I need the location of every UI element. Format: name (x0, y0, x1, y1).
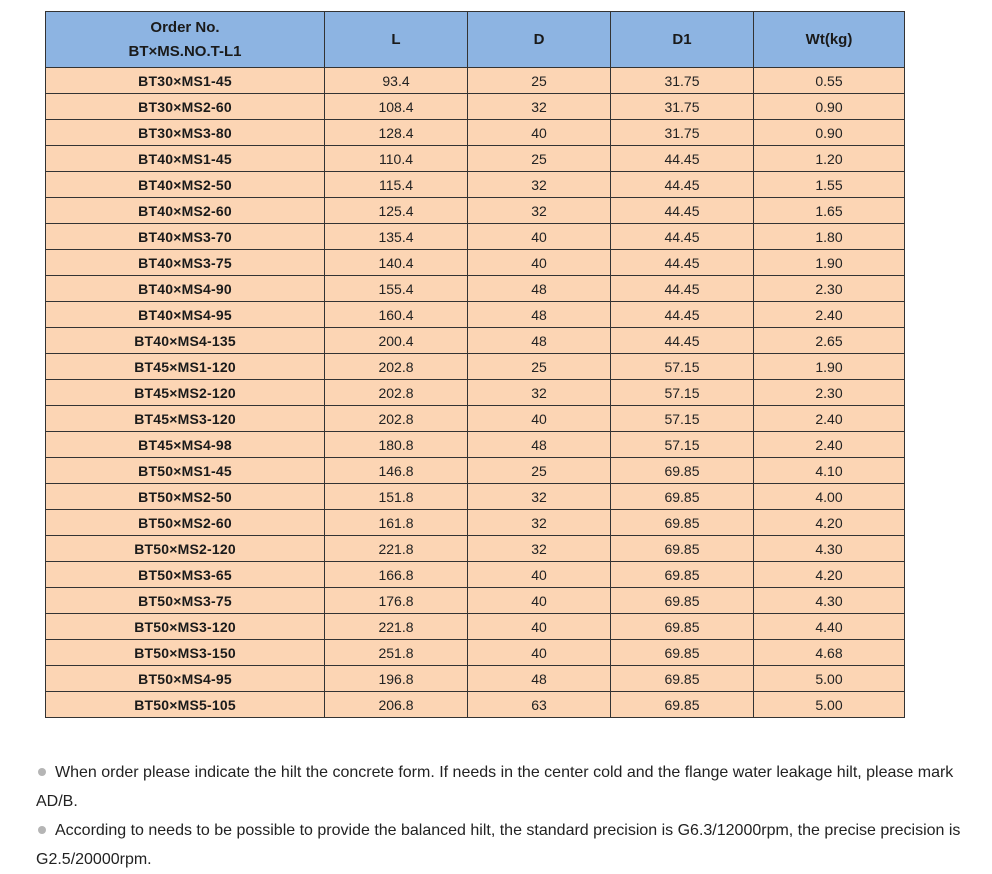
header-l: L (325, 12, 468, 68)
cell-d1: 69.85 (611, 562, 754, 588)
cell-l: 202.8 (325, 380, 468, 406)
cell-d: 48 (468, 328, 611, 354)
cell-d: 25 (468, 458, 611, 484)
cell-d1: 57.15 (611, 406, 754, 432)
table-row (46, 380, 905, 406)
note-item (36, 758, 966, 816)
cell-d: 40 (468, 640, 611, 666)
table-row (46, 640, 905, 666)
cell-order-no: BT45×MS1-120 (46, 354, 325, 380)
table-header (46, 12, 905, 68)
table-row (46, 562, 905, 588)
notes (36, 758, 966, 874)
table-row (46, 120, 905, 146)
cell-d: 25 (468, 354, 611, 380)
cell-order-no: BT40×MS4-135 (46, 328, 325, 354)
cell-d1: 69.85 (611, 458, 754, 484)
table-row (46, 146, 905, 172)
cell-wt: 4.30 (754, 536, 905, 562)
table-row (46, 458, 905, 484)
cell-d1: 69.85 (611, 614, 754, 640)
cell-order-no: BT50×MS2-50 (46, 484, 325, 510)
cell-wt: 1.65 (754, 198, 905, 224)
cell-l: 128.4 (325, 120, 468, 146)
cell-wt: 1.90 (754, 354, 905, 380)
cell-order-no: BT40×MS4-90 (46, 276, 325, 302)
cell-wt: 1.90 (754, 250, 905, 276)
cell-wt: 1.80 (754, 224, 905, 250)
cell-d1: 69.85 (611, 692, 754, 718)
table-row (46, 432, 905, 458)
cell-l: 110.4 (325, 146, 468, 172)
cell-d1: 69.85 (611, 640, 754, 666)
table-row (46, 68, 905, 94)
cell-wt: 2.65 (754, 328, 905, 354)
cell-d: 40 (468, 406, 611, 432)
cell-order-no: BT50×MS3-65 (46, 562, 325, 588)
cell-l: 115.4 (325, 172, 468, 198)
table-row (46, 536, 905, 562)
cell-order-no: BT40×MS4-95 (46, 302, 325, 328)
header-wt: Wt(kg) (754, 12, 905, 68)
table-body (46, 68, 905, 718)
cell-l: 176.8 (325, 588, 468, 614)
cell-l: 180.8 (325, 432, 468, 458)
cell-order-no: BT50×MS3-150 (46, 640, 325, 666)
table-row (46, 354, 905, 380)
cell-l: 93.4 (325, 68, 468, 94)
table-row (46, 250, 905, 276)
cell-order-no: BT45×MS3-120 (46, 406, 325, 432)
cell-wt: 0.90 (754, 94, 905, 120)
cell-d: 40 (468, 120, 611, 146)
header-order-no-line1: Order No. (150, 18, 220, 36)
cell-order-no: BT40×MS2-50 (46, 172, 325, 198)
cell-d: 63 (468, 692, 611, 718)
cell-l: 146.8 (325, 458, 468, 484)
cell-wt: 4.20 (754, 510, 905, 536)
cell-d1: 44.45 (611, 224, 754, 250)
cell-l: 125.4 (325, 198, 468, 224)
cell-d1: 69.85 (611, 588, 754, 614)
cell-d: 25 (468, 146, 611, 172)
cell-wt: 2.40 (754, 406, 905, 432)
cell-wt: 2.40 (754, 432, 905, 458)
cell-order-no: BT50×MS2-120 (46, 536, 325, 562)
cell-d1: 44.45 (611, 276, 754, 302)
cell-d: 40 (468, 250, 611, 276)
cell-l: 200.4 (325, 328, 468, 354)
cell-order-no: BT40×MS3-75 (46, 250, 325, 276)
cell-d: 40 (468, 562, 611, 588)
cell-l: 221.8 (325, 614, 468, 640)
table-row (46, 484, 905, 510)
cell-l: 151.8 (325, 484, 468, 510)
cell-d: 32 (468, 510, 611, 536)
cell-wt: 2.40 (754, 302, 905, 328)
cell-d1: 57.15 (611, 432, 754, 458)
cell-order-no: BT30×MS1-45 (46, 68, 325, 94)
cell-order-no: BT50×MS2-60 (46, 510, 325, 536)
cell-order-no: BT30×MS2-60 (46, 94, 325, 120)
cell-wt: 1.55 (754, 172, 905, 198)
cell-l: 160.4 (325, 302, 468, 328)
cell-l: 155.4 (325, 276, 468, 302)
table-row (46, 94, 905, 120)
header-order-no (46, 12, 325, 68)
cell-l: 196.8 (325, 666, 468, 692)
cell-wt: 4.10 (754, 458, 905, 484)
cell-order-no: BT50×MS1-45 (46, 458, 325, 484)
table-row (46, 588, 905, 614)
header-d: D (468, 12, 611, 68)
cell-l: 161.8 (325, 510, 468, 536)
table-row (46, 302, 905, 328)
note-item (36, 816, 966, 874)
cell-d1: 57.15 (611, 380, 754, 406)
cell-l: 166.8 (325, 562, 468, 588)
cell-d1: 57.15 (611, 354, 754, 380)
header-row (46, 12, 905, 68)
cell-wt: 0.55 (754, 68, 905, 94)
cell-wt: 4.40 (754, 614, 905, 640)
table-row (46, 276, 905, 302)
table-row (46, 510, 905, 536)
bullet-icon (38, 826, 46, 834)
cell-l: 202.8 (325, 406, 468, 432)
cell-order-no: BT50×MS3-75 (46, 588, 325, 614)
cell-l: 140.4 (325, 250, 468, 276)
table-row (46, 666, 905, 692)
cell-d: 32 (468, 380, 611, 406)
cell-wt: 4.00 (754, 484, 905, 510)
cell-d: 32 (468, 198, 611, 224)
cell-d1: 31.75 (611, 68, 754, 94)
cell-l: 108.4 (325, 94, 468, 120)
cell-order-no: BT40×MS3-70 (46, 224, 325, 250)
cell-d: 32 (468, 484, 611, 510)
cell-d: 48 (468, 302, 611, 328)
cell-l: 206.8 (325, 692, 468, 718)
cell-l: 251.8 (325, 640, 468, 666)
cell-d1: 31.75 (611, 120, 754, 146)
cell-d1: 69.85 (611, 484, 754, 510)
table-row (46, 198, 905, 224)
cell-order-no: BT50×MS5-105 (46, 692, 325, 718)
cell-wt: 4.30 (754, 588, 905, 614)
cell-wt: 5.00 (754, 666, 905, 692)
note-text: According to needs to be possible to provide the balanced hilt, the standard precision is G6.3/12000rpm, the precise precision is G2.5/20000rpm. (36, 822, 961, 868)
cell-d1: 44.45 (611, 328, 754, 354)
note-text: When order please indicate the hilt the concrete form. If needs in the center cold and the flange water leakage hilt, please mark AD/B. (36, 764, 954, 810)
table-row (46, 172, 905, 198)
cell-d: 25 (468, 68, 611, 94)
cell-d1: 44.45 (611, 198, 754, 224)
cell-order-no: BT50×MS3-120 (46, 614, 325, 640)
table-row (46, 224, 905, 250)
cell-l: 221.8 (325, 536, 468, 562)
table-row (46, 692, 905, 718)
cell-order-no: BT40×MS2-60 (46, 198, 325, 224)
table-row (46, 406, 905, 432)
cell-d: 48 (468, 666, 611, 692)
bullet-icon (38, 768, 46, 776)
cell-d1: 69.85 (611, 536, 754, 562)
cell-d: 40 (468, 614, 611, 640)
table-row (46, 614, 905, 640)
table-row (46, 328, 905, 354)
cell-d: 32 (468, 536, 611, 562)
cell-wt: 1.20 (754, 146, 905, 172)
cell-d: 48 (468, 276, 611, 302)
cell-order-no: BT45×MS2-120 (46, 380, 325, 406)
cell-d1: 44.45 (611, 302, 754, 328)
spec-table (45, 11, 905, 718)
cell-order-no: BT30×MS3-80 (46, 120, 325, 146)
cell-order-no: BT40×MS1-45 (46, 146, 325, 172)
cell-d1: 69.85 (611, 510, 754, 536)
cell-d: 32 (468, 172, 611, 198)
cell-wt: 5.00 (754, 692, 905, 718)
cell-d: 32 (468, 94, 611, 120)
cell-wt: 4.68 (754, 640, 905, 666)
cell-d1: 44.45 (611, 250, 754, 276)
cell-wt: 4.20 (754, 562, 905, 588)
cell-d1: 69.85 (611, 666, 754, 692)
cell-d1: 44.45 (611, 146, 754, 172)
cell-wt: 2.30 (754, 380, 905, 406)
cell-l: 202.8 (325, 354, 468, 380)
cell-wt: 2.30 (754, 276, 905, 302)
cell-d1: 31.75 (611, 94, 754, 120)
cell-order-no: BT50×MS4-95 (46, 666, 325, 692)
cell-wt: 0.90 (754, 120, 905, 146)
cell-d1: 44.45 (611, 172, 754, 198)
cell-d: 40 (468, 588, 611, 614)
cell-d: 48 (468, 432, 611, 458)
cell-d: 40 (468, 224, 611, 250)
header-order-no-line2: BT×MS.NO.T-L1 (128, 42, 242, 60)
cell-order-no: BT45×MS4-98 (46, 432, 325, 458)
cell-l: 135.4 (325, 224, 468, 250)
header-d1: D1 (611, 12, 754, 68)
